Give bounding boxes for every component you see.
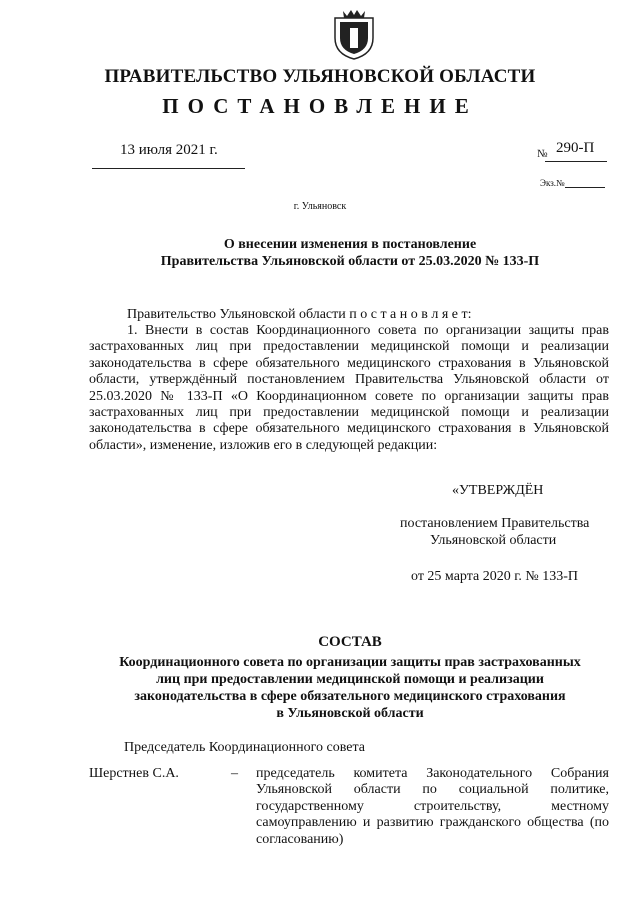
approval-date: от 25 марта 2020 г. № 133-П xyxy=(411,569,579,584)
document-number xyxy=(537,140,607,164)
copy-number-label: Экз.№ xyxy=(540,178,565,188)
copy-number-underline xyxy=(565,187,605,188)
number-value: 290-П xyxy=(556,140,595,156)
approval-line: постановлением Правительства xyxy=(400,516,590,531)
member-description: председатель комитета Законодательного Собрания Ульяновской области по социальной политике, государственному строительству, местному самоуправлению и развитию гражданского общества (по согласованию) xyxy=(256,766,609,847)
number-sign: № xyxy=(537,148,548,160)
document-subject xyxy=(60,236,640,270)
member-dash: – xyxy=(231,766,238,781)
government-name: ПРАВИТЕЛЬСТВО УЛЬЯНОВСКОЙ ОБЛАСТИ xyxy=(104,66,536,87)
document-type: ПОСТАНОВЛЕНИЕ xyxy=(162,94,478,118)
subtitle-line: Координационного совета по организации защиты прав застрахованных xyxy=(119,655,581,670)
member-name: Шерстнев С.А. xyxy=(89,766,179,781)
city: г. Ульяновск xyxy=(293,201,347,212)
subtitle-line: в Ульяновской области xyxy=(276,706,424,721)
date-underline xyxy=(92,168,245,169)
subtitle-line: законодательства в сфере обязательного медицинского страхования xyxy=(134,689,566,704)
subject-line: О внесении изменения в постановление xyxy=(223,237,477,252)
resolution-paragraph xyxy=(89,323,609,454)
approval-line: Ульяновской области xyxy=(430,533,557,548)
number-underline xyxy=(545,161,607,162)
chair-heading: Председатель Координационного совета xyxy=(124,740,365,755)
document-date: 13 июля 2021 г. xyxy=(120,142,218,158)
coat-of-arms-emblem xyxy=(333,8,375,60)
paragraph-text: 1. Внести в состав Координационного совета по организации защиты прав застрахованных лиц при предоставлении медицинской помощи и реализации законодательства в сфере обязательного медицинского страхования в Ульяновской области, утверждённый постановлением Правительства Ульяновской области от 25.03.2020 № 133-П «О Координационном совете по организации защиты прав застрахованных лиц при предоставлении медицинской помощи и реализации законодательства в сфере обязательного медицинского страхования в Ульяновской области», изменение, изложив его в следующей редакции: xyxy=(89,323,609,453)
composition-title: СОСТАВ xyxy=(318,634,382,650)
resolution-intro: Правительство Ульяновской области п о с т а н о в л я е т: xyxy=(127,307,472,322)
subject-line: Правительства Ульяновской области от 25.03.2020 № 133-П xyxy=(160,254,540,269)
subtitle-line: лиц при предоставлении медицинской помощи и реализации xyxy=(156,672,544,687)
composition-subtitle xyxy=(70,654,630,722)
approval-stamp: «УТВЕРЖДЁН xyxy=(452,483,544,498)
